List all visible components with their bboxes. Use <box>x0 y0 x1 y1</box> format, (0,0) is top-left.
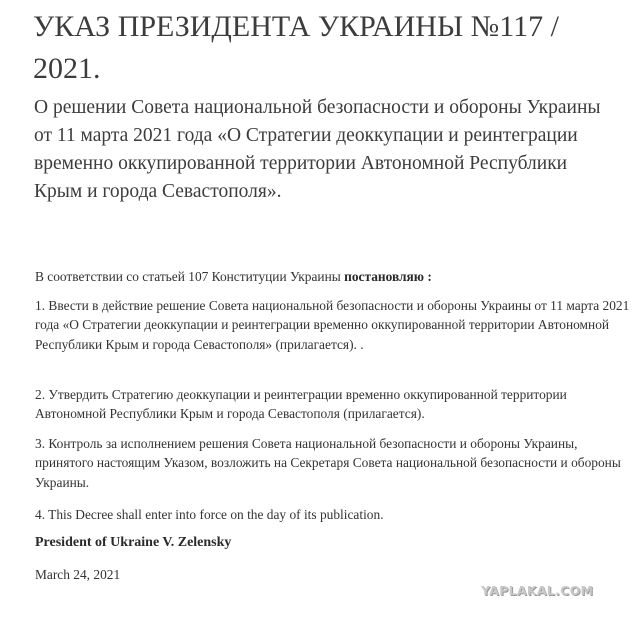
decree-lead: О решении Совета национальной безопасности и обороны Украины от 11 марта 2021 года «О Стратегии деоккупации и реинтеграции временно оккупированной территории Автономной Республики Крым и города Севастополя». <box>34 97 601 202</box>
intro-bold: постановляю : <box>344 269 432 284</box>
decree-date: March 24, 2021 <box>35 567 121 582</box>
intro-text: В соответствии со статьей 107 Конституции Украины <box>35 269 345 284</box>
watermark: YAPLAKAL.COM <box>481 583 594 598</box>
paragraph-2: 2. Утвердить Стратегию деоккупации и реинтеграции временно оккупированной территории Автономной Республики Крым и города Севастополя (прилагается). <box>35 387 567 422</box>
intro-paragraph <box>35 267 635 286</box>
decree-title: УКАЗ ПРЕЗИДЕНТА УКРАИНЫ №117 / 2021. <box>33 10 559 85</box>
paragraph-1: 1. Ввести в действие решение Совета национальной безопасности и обороны Украины от 11 марта 2021 года «О Стратегии деоккупации и реинтеграции временно оккупированной территории Автономной Республики Крым и города Севастополя» (прилагается). . <box>35 298 630 352</box>
signature: President of Ukraine V. Zelensky <box>35 535 232 550</box>
paragraph-3: 3. Контроль за исполнением решения Совета национальной безопасности и обороны Украины, принятого настоящим Указом, возложить на Секретаря Совета национальной безопасности и обороны Украины. <box>35 436 621 490</box>
paragraph-4: 4. This Decree shall enter into force on the day of its publication. <box>35 507 384 522</box>
